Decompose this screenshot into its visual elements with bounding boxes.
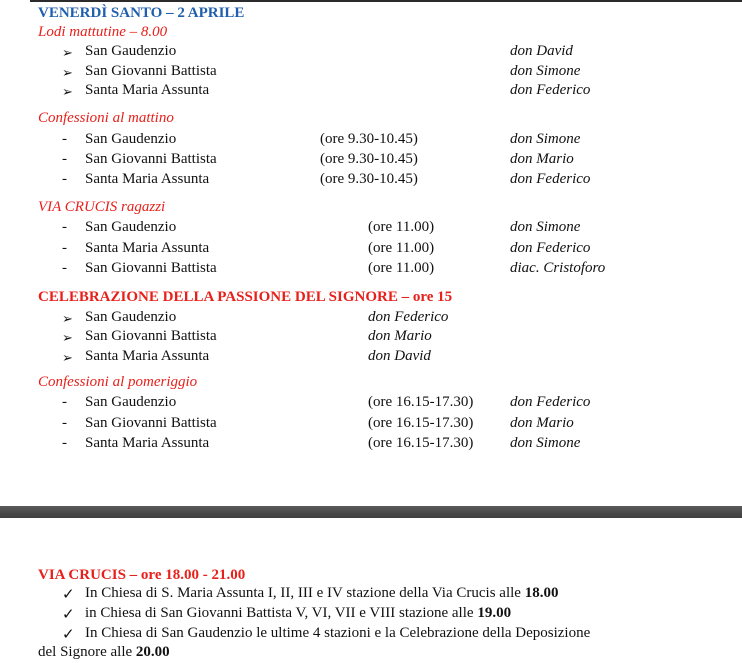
time-range: (ore 9.30-10.45): [320, 131, 418, 147]
check-icon: ✓: [62, 607, 75, 623]
church-name: San Gaudenzio: [85, 309, 177, 325]
priest-name: don Federico: [510, 240, 591, 256]
list-item: [85, 585, 558, 602]
list-item: [85, 625, 590, 642]
priest-name: don David: [368, 348, 431, 364]
time-range: (ore 16.15-17.30): [368, 394, 474, 410]
time-range: (ore 9.30-10.45): [320, 151, 418, 167]
item-text: in Chiesa di San Giovanni Battista V, VI, VII e VIII stazione alle: [85, 605, 478, 621]
priest-name: don David: [510, 43, 573, 59]
church-name: San Giovanni Battista: [85, 260, 217, 276]
time-range: (ore 11.00): [368, 240, 435, 256]
church-name: Santa Maria Assunta: [85, 82, 210, 98]
dash-bullet: -: [62, 260, 67, 276]
page-break-bar: [0, 506, 742, 518]
item-time: 18.00: [524, 585, 559, 601]
priest-name: don Simone: [510, 131, 581, 147]
arrow-bullet-icon: ➢: [62, 311, 73, 326]
check-icon: ✓: [62, 587, 75, 603]
list-item-continuation: [38, 644, 170, 661]
arrow-bullet-icon: ➢: [62, 350, 73, 365]
dash-bullet: -: [62, 240, 67, 256]
dash-bullet: -: [62, 394, 67, 410]
priest-name: don Federico: [510, 394, 591, 410]
dash-bullet: -: [62, 131, 67, 147]
dash-bullet: -: [62, 171, 67, 187]
church-name: San Gaudenzio: [85, 219, 177, 235]
time-range: (ore 16.15-17.30): [368, 435, 474, 451]
church-name: Santa Maria Assunta: [85, 435, 210, 451]
arrow-bullet-icon: ➢: [62, 84, 73, 99]
priest-name: don Simone: [510, 63, 581, 79]
section-heading-passione: CELEBRAZIONE DELLA PASSIONE DEL SIGNORE – ore 15: [38, 289, 453, 305]
church-name: Santa Maria Assunta: [85, 240, 210, 256]
church-name: Santa Maria Assunta: [85, 171, 210, 187]
arrow-bullet-icon: ➢: [62, 45, 73, 60]
list-item: [85, 605, 511, 622]
priest-name: don Mario: [368, 328, 432, 344]
section-heading-via-crucis-ragazzi: VIA CRUCIS ragazzi: [38, 199, 166, 215]
priest-name: don Simone: [510, 219, 581, 235]
church-name: San Giovanni Battista: [85, 151, 217, 167]
church-name: San Gaudenzio: [85, 131, 177, 147]
church-name: San Gaudenzio: [85, 394, 177, 410]
church-name: San Giovanni Battista: [85, 63, 217, 79]
dash-bullet: -: [62, 415, 67, 431]
time-range: (ore 9.30-10.45): [320, 171, 418, 187]
item-text: del Signore alle: [38, 644, 136, 660]
arrow-bullet-icon: ➢: [62, 330, 73, 345]
item-text: In Chiesa di S. Maria Assunta I, II, III e IV stazione della Via Crucis alle: [85, 585, 525, 601]
priest-name: diac. Cristoforo: [510, 260, 606, 276]
item-time: 19.00: [477, 605, 512, 621]
section-heading-confessioni-mattino: Confessioni al mattino: [38, 110, 174, 126]
church-name: San Giovanni Battista: [85, 328, 217, 344]
section-heading-lodi: Lodi mattutine – 8.00: [38, 24, 168, 40]
item-text: In Chiesa di San Gaudenzio le ultime 4 stazioni e la Celebrazione della Deposizione: [85, 625, 591, 641]
church-name: San Gaudenzio: [85, 43, 177, 59]
arrow-bullet-icon: ➢: [62, 65, 73, 80]
dash-bullet: -: [62, 151, 67, 167]
church-name: Santa Maria Assunta: [85, 348, 210, 364]
time-range: (ore 11.00): [368, 260, 435, 276]
priest-name: don Federico: [510, 82, 591, 98]
dash-bullet: -: [62, 435, 67, 451]
page-title: VENERDÌ SANTO – 2 APRILE: [38, 5, 245, 21]
priest-name: don Mario: [510, 151, 574, 167]
item-time: 20.00: [135, 644, 170, 660]
section-heading-confessioni-pomeriggio: Confessioni al pomeriggio: [38, 374, 198, 390]
church-name: San Giovanni Battista: [85, 415, 217, 431]
priest-name: don Mario: [510, 415, 574, 431]
dash-bullet: -: [62, 219, 67, 235]
section-heading-via-crucis: VIA CRUCIS – ore 18.00 - 21.00: [38, 567, 246, 583]
time-range: (ore 11.00): [368, 219, 435, 235]
time-range: (ore 16.15-17.30): [368, 415, 474, 431]
priest-name: don Federico: [510, 171, 591, 187]
check-icon: ✓: [62, 627, 75, 643]
top-border-line: [30, 0, 742, 2]
priest-name: don Federico: [368, 309, 449, 325]
priest-name: don Simone: [510, 435, 581, 451]
